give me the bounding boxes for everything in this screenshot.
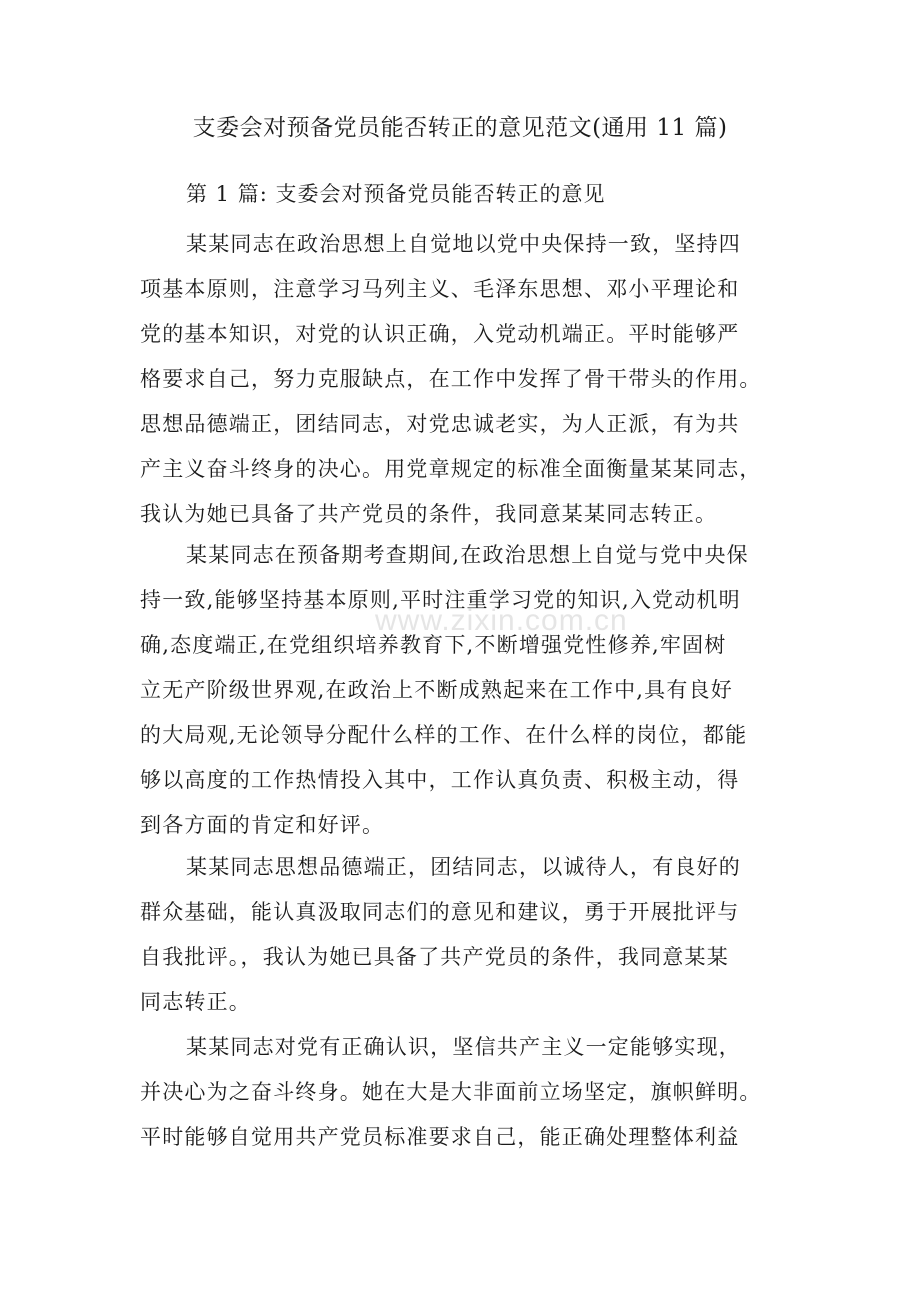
paragraph-line: 群众基础，能认真汲取同志们的意见和建议，勇于开展批评与 — [140, 900, 740, 924]
paragraph-line: 并决心为之奋斗终身。她在大是大非面前立场坚定，旗帜鲜明。 — [140, 1080, 762, 1104]
paragraph-line: 格要求自己，努力克服缺点，在工作中发挥了骨干带头的作用。 — [140, 367, 762, 391]
paragraph-line: 项基本原则，注意学习马列主义、毛泽东思想、邓小平理论和 — [140, 277, 740, 301]
paragraph-line: 平时能够自觉用共产党员标准要求自己，能正确处理整体利益 — [140, 1125, 740, 1149]
paragraph-line: 某某同志在预备期考查期间,在政治思想上自觉与党中央保 — [186, 543, 749, 567]
watermark: www.zixin.com.cn — [375, 604, 628, 637]
paragraph-line: 够以高度的工作热情投入其中，工作认真负责、积极主动，得 — [140, 768, 740, 792]
paragraph-line: 自我批评。，我认为她已具备了共产党员的条件，我同意某某 — [140, 945, 729, 969]
paragraph-4 — [140, 1025, 780, 1160]
paragraph-line: 我认为她已具备了共产党员的条件，我同意某某同志转正。 — [140, 502, 718, 526]
paragraph-line: 思想品德端正，团结同志，对党忠诚老实，为人正派，有为共 — [140, 412, 740, 436]
paragraph-line: 某某同志思想品德端正，团结同志，以诚待人，有良好的 — [186, 855, 741, 879]
document-title: 支委会对预备党员能否转正的意见范文(通用 11 篇) — [192, 115, 728, 141]
paragraph-line: 同志转正。 — [140, 990, 251, 1014]
paragraph-1 — [140, 222, 780, 537]
paragraph-3 — [140, 845, 780, 1025]
paragraph-line: 到各方面的肯定和好评。 — [140, 813, 385, 837]
paragraph-line: 的大局观,无论领导分配什么样的工作、在什么样的岗位，都能 — [140, 723, 748, 747]
section-heading: 第 1 篇: 支委会对预备党员能否转正的意见 — [186, 182, 606, 206]
paragraph-line: 确,态度端正,在党组织培养教育下,不断增强党性修养,牢固树 — [140, 633, 727, 657]
paragraph-line: 立无产阶级世界观,在政治上不断成熟起来在工作中,具有良好 — [140, 678, 733, 702]
paragraph-2 — [140, 533, 780, 848]
paragraph-line: 党的基本知识，对党的认识正确，入党动机端正。平时能够严 — [140, 322, 740, 346]
paragraph-line: 某某同志在政治思想上自觉地以党中央保持一致，坚持四 — [186, 232, 741, 256]
paragraph-line: 持一致,能够坚持基本原则,平时注重学习党的知识,入党动机明 — [140, 588, 741, 612]
paragraph-line: 产主义奋斗终身的决心。用党章规定的标准全面衡量某某同志， — [140, 457, 762, 481]
paragraph-line: 某某同志对党有正确认识，坚信共产主义一定能够实现， — [186, 1035, 741, 1059]
